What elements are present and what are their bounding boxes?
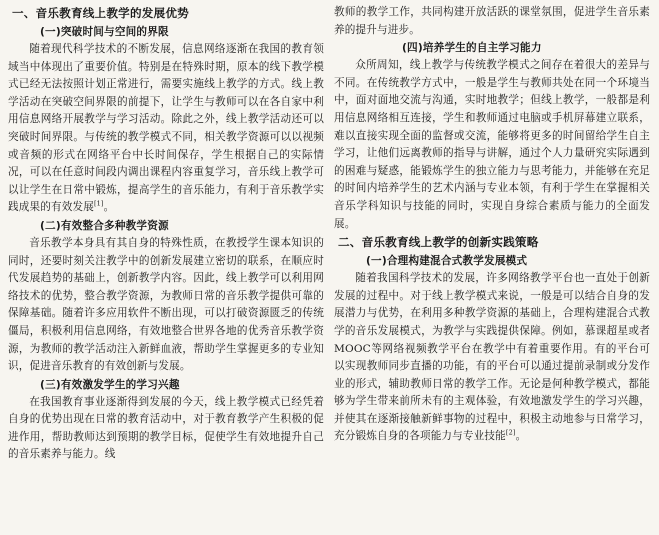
paragraph-4: 众所周知，线上教学与传统教学模式之间存在着很大的差异与不同。在传统教学方式中，一般是学生与教师共处在同一个环境当中，面对面地交流与沟通，实时地教学；但线上教学，一般都是利用信息网络相互连接，学生和教师通过电脑或手机屏幕建立联系，难以直接实现全面的监督或交流，能够将更多的时间留给学生自主学习，让他们远离教师的指导与讲解，通过个人力量研究实际遇到的困难与疑惑，能锻炼学生的独立能力与思考能力，并能够在充足的时间内培养学生的艺术内涵与专业本领，有利于学生在掌握相关音乐学科知识与技能的同时，实现自身综合素质与能力的全面发展。 [334,59,650,230]
section-2-title: 二、音乐教育线上教学的创新实践策略 [338,235,539,250]
citation-2: [2] [505,428,516,437]
right-column [334,4,650,535]
paragraph-1-text: 随着现代科学技术的不断发展，信息网络逐渐在我国的教育领域当中体现出了重要价值。特别是在特殊时期，原本的线下教学模式已经无法按照计划正常进行，需要实施线上教学的方式。线上教学活动在突破空间界限的前提下，让学生与教师可以在各自家中利用信息网络开展教学与学习活动。除此之外，线上教学活动还可以突破时间界限。与传统的教学模式不同，相关教学资源可以以视频或音频的形式在网络平台中长时间保存，学生根据自己的实际情况，可以在任意时间段内调出课程内容重复学习，音乐线上教学可以让学生在日常中锻炼，提高学生的音乐能力，有利于音乐教学实践成果的有效发展 [8,43,324,214]
paragraph-1 [8,41,324,217]
subsection-4-title: (四)培养学生的自主学习能力 [402,42,542,55]
paragraph-2: 音乐教学本身具有其自身的特殊性质，在教授学生课本知识的同时，还要时刻关注教学中的创新发展建立密切的联系，在顺应时代发展趋势的基础上，创新教学内容。因此，线上教学可以利用网络技术的优势，整合教学资源，为教师日常的音乐教学提供可靠的保障基础。随着许多应用软件不断出现，可以打破资源匮乏的传统僵局，积极利用信息网络，有效地整合世界各地的优秀音乐教学资源，为教师的教学活动注入新鲜血液，帮助学生掌握更多的专业知识，促进音乐教育的有效创新与发展。 [8,236,324,373]
subsection-2-title: (二)有效整合多种教学资源 [40,219,169,232]
section-1-title: 一、音乐教育线上教学的发展优势 [12,6,189,20]
paragraph-3-continued: 教师的教学工作，共同构建开放活跃的课堂氛围，促进学生音乐素养的提升与进步。 [334,6,650,36]
subsection-5-title: (一)合理构建混合式教学发展模式 [366,255,528,268]
paragraph-5-end: 。 [515,430,527,443]
paragraph-1-end: 。 [103,201,115,214]
left-column [8,4,324,535]
subsection-3-title: (三)有效激发学生的学习兴趣 [40,378,180,391]
subsection-1-title: (一)突破时间与空间的界限 [40,26,169,38]
paragraph-5 [334,270,650,446]
paragraph-3: 在我国教育事业逐渐得到发展的今天，线上教学模式已经凭着自身的优势出现在日常的教育活动中，对于教育教学产生积极的促进作用，帮助教师达到预期的教学目标，促使学生有效地提升自己的音乐素养与能力。线 [8,395,324,461]
citation-1: [1] [93,199,104,208]
paragraph-5-text: 随着我国科学技术的发展，许多网络教学平台也一直处于创新发展的过程中。对于线上教学模式来说，一般是可以结合自身的发展潜力与优势，在利用多种教学资源的基础上，合理构建混合式教学的音乐发展模式，为教学与实践提供保障。例如，慕课超星或者MOOC等网络视频教学平台在教学中有着重要作用。有的平台可以实现教师同步直播的功能，有的平台可以通过提前录制或分发作业的形式，辅助教师日常的教学工作。无论是何种教学模式，都能够为学生带来前所未有的主观体验，有效地激发学生的学习兴趣，并使其在逐渐接触新鲜事物的过程中，积极主动地参与日常学习，充分锻炼自身的各项能力与专业技能 [334,272,650,443]
